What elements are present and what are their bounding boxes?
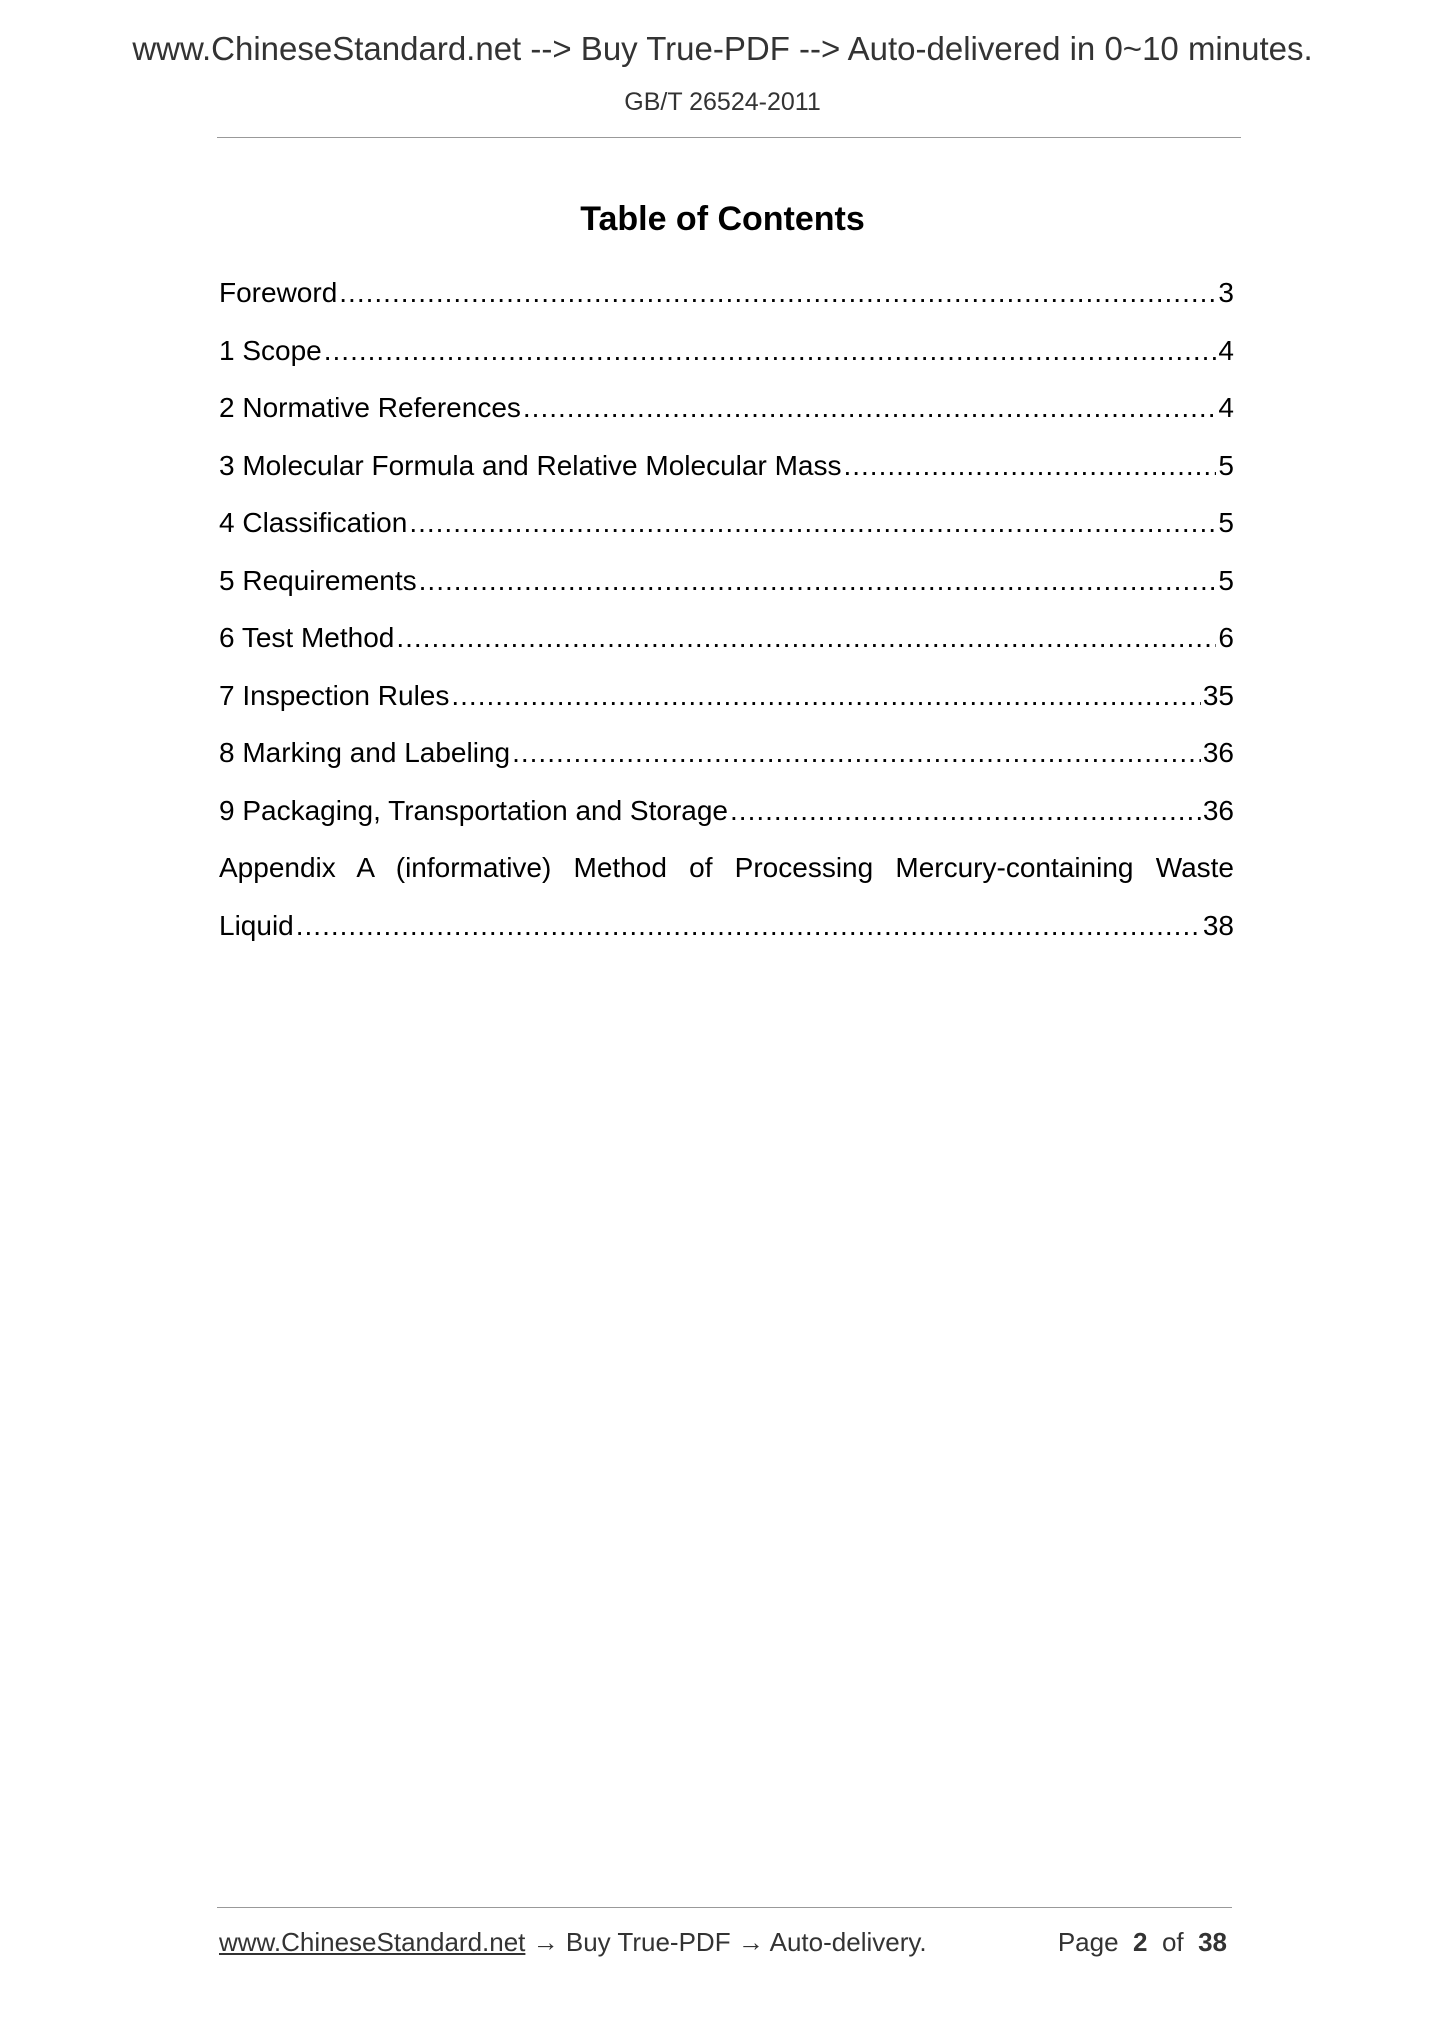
toc-entry-title-line2-row <box>219 897 1234 955</box>
toc-dot-leader <box>451 667 1200 725</box>
toc-dot-leader <box>324 322 1217 380</box>
footer-promo <box>219 1927 927 1958</box>
toc-entry-inspection-rules[interactable] <box>219 667 1234 725</box>
toc-entry-title: 6 Test Method <box>219 622 395 653</box>
toc-entry-requirements[interactable] <box>219 552 1234 610</box>
toc-entry-page: 36 <box>1202 737 1234 768</box>
toc-dot-leader <box>396 609 1216 667</box>
page-number <box>1058 1927 1227 1958</box>
toc-entry-test-method[interactable] <box>219 609 1234 667</box>
top-banner: www.ChineseStandard.net --> Buy True-PDF --> Auto-delivered in 0~10 minutes. <box>132 30 1313 67</box>
toc-entry-title: 1 Scope <box>219 334 322 366</box>
toc-entry-title: 4 Classification <box>219 507 408 538</box>
toc-dot-leader <box>339 264 1216 322</box>
toc-dot-leader <box>843 437 1216 495</box>
toc-entry-title: 5 Requirements <box>219 564 417 596</box>
toc-entry-classification[interactable] <box>219 494 1234 552</box>
toc-entry-title: 8 Marking and Labeling <box>219 737 511 768</box>
toc-entry-page: 3 <box>1218 277 1234 308</box>
page-label: Page <box>1057 1927 1119 1957</box>
footer-delivery-text: Auto-delivery. <box>769 1927 927 1957</box>
toc-entry-appendix-a[interactable] <box>219 839 1234 954</box>
toc-dot-leader <box>296 897 1201 955</box>
toc-dot-leader <box>512 724 1201 782</box>
footer-site-link[interactable]: www.ChineseStandard.net <box>219 1927 526 1957</box>
toc-entry-page: 4 <box>1218 392 1234 423</box>
toc-dot-leader <box>523 379 1217 437</box>
toc-entry-page: 35 <box>1202 679 1234 711</box>
toc-entry-title: 9 Packaging, Transportation and Storage <box>219 794 729 826</box>
header-divider <box>217 137 1241 138</box>
toc-entry-title: 3 Molecular Formula and Relative Molecular Mass <box>219 449 842 481</box>
toc-dot-leader <box>409 494 1216 552</box>
page-of: of <box>1161 1927 1184 1957</box>
document-code: GB/T 26524-2011 <box>624 88 821 116</box>
toc-entry-page: 5 <box>1218 564 1234 596</box>
toc-entry-title-line2: Liquid <box>219 909 294 941</box>
toc-dot-leader <box>419 552 1217 610</box>
toc-entry-page: 4 <box>1218 334 1234 366</box>
toc-entry-title-line1: Appendix A (informative) Method of Processing Mercury-containing Waste <box>219 852 1234 883</box>
toc-entry-title: Foreword <box>219 277 338 308</box>
toc-entry-page: 5 <box>1218 449 1234 481</box>
toc-title: Table of Contents <box>580 200 865 238</box>
toc-list <box>219 264 1234 954</box>
toc-entry-marking-labeling[interactable] <box>219 724 1234 782</box>
toc-entry-normative-references[interactable] <box>219 379 1234 437</box>
arrow-right-icon: → <box>532 1927 559 1957</box>
toc-entry-molecular-formula[interactable] <box>219 437 1234 495</box>
page-current: 2 <box>1133 1927 1148 1957</box>
footer-divider <box>217 1907 1232 1908</box>
page-total: 38 <box>1198 1927 1227 1957</box>
toc-entry-title: 2 Normative References <box>219 392 521 423</box>
toc-entry-page: 6 <box>1218 622 1234 653</box>
toc-entry-scope[interactable] <box>219 322 1234 380</box>
toc-entry-page: 38 <box>1202 909 1234 941</box>
footer-buy-text: Buy True-PDF <box>565 1927 731 1957</box>
arrow-right-icon: → <box>737 1927 764 1957</box>
toc-entry-foreword[interactable] <box>219 264 1234 322</box>
toc-entry-page: 36 <box>1202 794 1234 826</box>
toc-entry-page: 5 <box>1218 507 1234 538</box>
toc-entry-title: 7 Inspection Rules <box>219 679 450 711</box>
toc-entry-packaging[interactable] <box>219 782 1234 840</box>
toc-dot-leader <box>730 782 1201 840</box>
